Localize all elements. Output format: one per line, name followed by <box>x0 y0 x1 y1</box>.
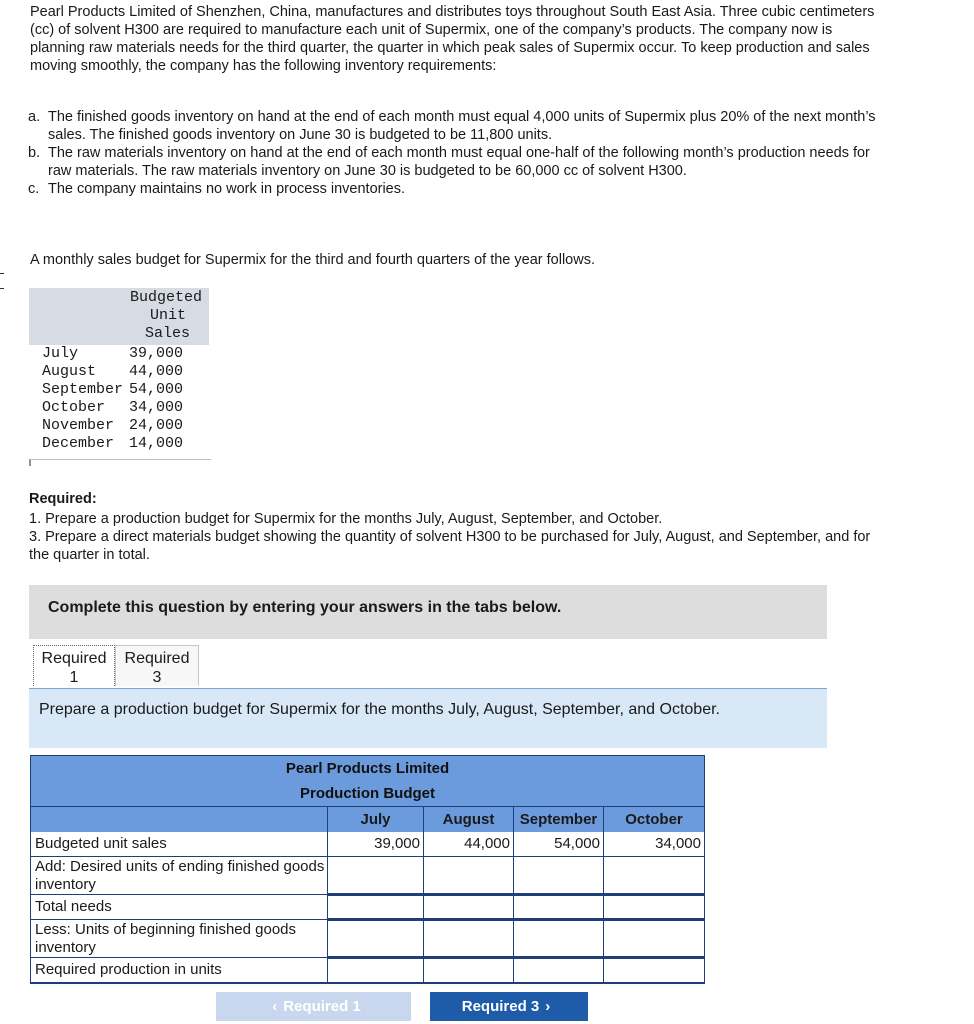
required-heading: Required: <box>29 491 97 507</box>
prev-required-button[interactable]: ‹ Required 1 <box>216 992 411 1021</box>
row-label-required-production: Required production in units <box>31 958 328 983</box>
row-label-ending-inventory: Add: Desired units of ending finished goods inventory <box>31 857 328 895</box>
input-october-total-needs[interactable] <box>604 895 705 920</box>
tab-required-3[interactable]: Required 3 <box>115 645 199 686</box>
table-row <box>31 920 705 958</box>
chevron-right-icon: › <box>545 998 551 1015</box>
table-row <box>31 958 705 983</box>
budget-company: Pearl Products Limited <box>31 756 705 782</box>
row-label-total-needs: Total needs <box>31 895 328 920</box>
tab-bar <box>33 645 199 686</box>
input-october-ending-inventory[interactable] <box>604 857 705 895</box>
next-required-button[interactable]: Required 3 › <box>430 992 588 1021</box>
sales-row-july: July 39,000 <box>42 345 184 362</box>
value-october-sales: 34,000 <box>604 832 705 857</box>
table-row <box>31 832 705 857</box>
sales-table-header: Budgeted Unit Sales <box>29 288 209 345</box>
left-edge-marker <box>0 273 4 289</box>
requirement-c: c. The company maintains no work in process inventories. <box>28 181 406 197</box>
production-budget-table <box>30 755 705 984</box>
row-label-beginning-inventory: Less: Units of beginning finished goods inventory <box>31 920 328 958</box>
col-header-august: August <box>424 807 514 832</box>
value-september-sales: 54,000 <box>514 832 604 857</box>
tab-instruction: Prepare a production budget for Supermix for the months July, August, September, and October. <box>29 689 827 748</box>
input-august-total-needs[interactable] <box>424 895 514 920</box>
required-list <box>29 510 889 564</box>
table-row <box>31 895 705 920</box>
sales-intro: A monthly sales budget for Supermix for the third and fourth quarters of the year follows. <box>30 252 595 268</box>
input-august-ending-inventory[interactable] <box>424 857 514 895</box>
input-august-required-production[interactable] <box>424 958 514 983</box>
sales-row-december: December 14,000 <box>42 435 184 452</box>
sales-table-bottom-rule <box>29 459 211 466</box>
instructions-banner: Complete this question by entering your answers in the tabs below. <box>29 585 827 639</box>
col-header-september: September <box>514 807 604 832</box>
tab-required-1[interactable]: Required 1 <box>33 645 115 686</box>
required-item-3: 3. Prepare a direct materials budget showing the quantity of solvent H300 to be purchased for July, August, and September, and for the quarter in total. <box>29 529 871 563</box>
requirement-a: a. The finished goods inventory on hand at the end of each month must equal 4,000 units of Supermix plus 20% of the next month’s sales. The finished goods inventory on June 30 is budgeted to be 11,800 units. <box>28 109 876 143</box>
col-header-october: October <box>604 807 705 832</box>
sales-row-october: October 34,000 <box>42 399 184 416</box>
input-july-ending-inventory[interactable] <box>328 857 424 895</box>
inventory-requirements <box>28 108 888 198</box>
input-july-total-needs[interactable] <box>328 895 424 920</box>
input-july-required-production[interactable] <box>328 958 424 983</box>
intro-paragraph: Pearl Products Limited of Shenzhen, China, manufactures and distributes toys throughout South East Asia. Three cubic centimeters (cc) of solvent H300 are required to manufacture each unit of Supermix, one of the company’s products. The company now is planning raw materials needs for the third quarter, the quarter in which peak sales of Supermix occur. To keep production and sales moving smoothly, the company has the following inventory requirements: <box>30 4 875 74</box>
sales-row-august: August 44,000 <box>42 363 184 380</box>
required-item-1: 1. Prepare a production budget for Supermix for the months July, August, September, and October. <box>29 511 663 527</box>
sales-row-september: September 54,000 <box>42 381 184 398</box>
input-september-required-production[interactable] <box>514 958 604 983</box>
sales-budget-table <box>29 288 209 453</box>
value-august-sales: 44,000 <box>424 832 514 857</box>
input-october-required-production[interactable] <box>604 958 705 983</box>
sales-row-november: November 24,000 <box>42 417 184 434</box>
budget-col-blank <box>31 807 328 832</box>
row-label-budgeted-sales: Budgeted unit sales <box>31 832 328 857</box>
input-september-beginning-inventory[interactable] <box>514 920 604 958</box>
requirement-b: b. The raw materials inventory on hand at the end of each month must equal one-half of the following month’s production needs for raw materials. The raw materials inventory on June 30 is budgeted to be 60,000 cc of solvent H300. <box>28 145 870 179</box>
table-row <box>31 857 705 895</box>
input-august-beginning-inventory[interactable] <box>424 920 514 958</box>
input-october-beginning-inventory[interactable] <box>604 920 705 958</box>
input-september-ending-inventory[interactable] <box>514 857 604 895</box>
input-september-total-needs[interactable] <box>514 895 604 920</box>
chevron-left-icon: ‹ <box>272 998 278 1015</box>
input-july-beginning-inventory[interactable] <box>328 920 424 958</box>
col-header-july: July <box>328 807 424 832</box>
budget-title: Production Budget <box>31 781 705 807</box>
value-july-sales: 39,000 <box>328 832 424 857</box>
